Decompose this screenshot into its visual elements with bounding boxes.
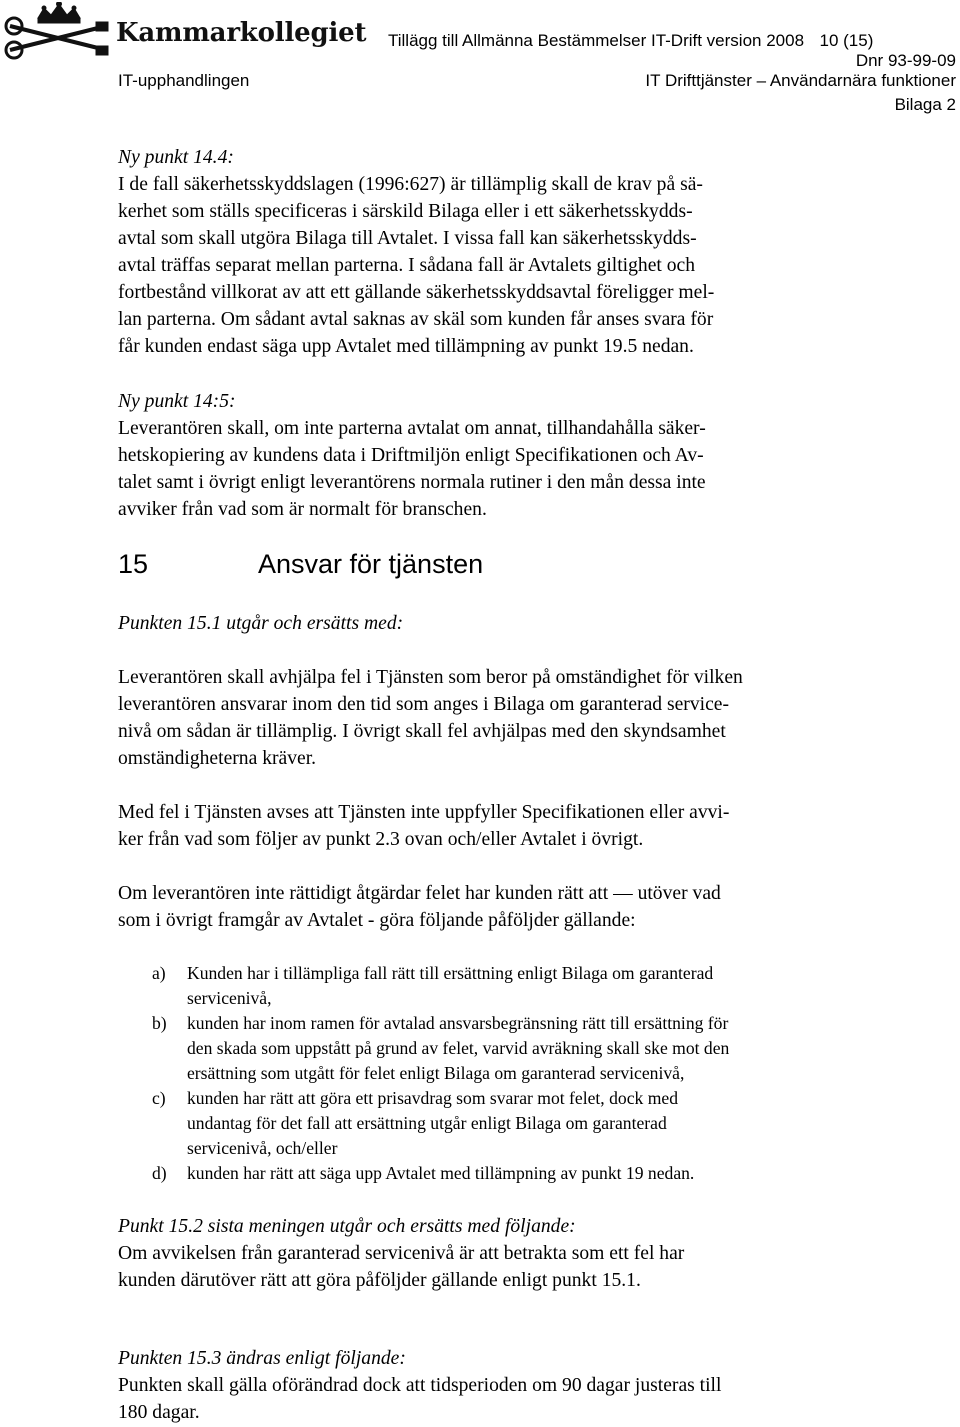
text-line: som i övrigt framgår av Avtalet - göra följande påföljder gällande:	[118, 910, 636, 931]
text-line: kunden därutöver rätt att göra påföljder gällande enligt punkt 15.1.	[118, 1270, 641, 1291]
text-line: kunden har rätt att göra ett prisavdrag som svarar mot felet, dock med	[187, 1088, 678, 1108]
text-line: omständigheterna kräver.	[118, 748, 317, 769]
text-line: ersättning som utgått för felet enligt Bilaga om garanterad servicenivå,	[187, 1063, 685, 1083]
section-14-4	[118, 144, 888, 360]
text-line: Leverantören skall, om inte parterna avtalat om annat, tillhandahålla säker-	[118, 418, 706, 439]
page-number: 10 (15)	[819, 31, 874, 50]
text-line: nivå om sådan är tillämplig. I övrigt skall fel avhjälpas med den skyndsamhet	[118, 721, 726, 742]
document-title	[388, 31, 873, 51]
logo-wordmark: Kammarkollegiet	[116, 18, 367, 48]
text-line: Kunden har i tillämpliga fall rätt till ersättning enligt Bilaga om garanterad	[187, 963, 714, 983]
text-line: undantag för det fall att ersättning utgår enligt Bilaga om garanterad	[187, 1113, 667, 1133]
list-item	[152, 1161, 892, 1186]
dnr-reference: Dnr 93-99-09	[855, 51, 956, 70]
service-area-label: IT Drifttjänster – Användarnära funktioner	[645, 71, 956, 90]
list-item-label: d)	[152, 1163, 167, 1183]
section-heading: Punkten 15.3 ändras enligt följande:	[118, 1348, 406, 1369]
text-line: Om leverantören inte rättidigt åtgärdar felet har kunden rätt att — utöver vad	[118, 883, 721, 904]
section-15-1-para-2	[118, 799, 888, 853]
text-line: lan parterna. Om sådant avtal saknas av skäl som kunden får anses svara för	[118, 309, 714, 330]
text-line: Med fel i Tjänsten avses att Tjänsten inte uppfyller Specifikationen eller avvi-	[118, 802, 730, 823]
section-14-5	[118, 388, 888, 523]
text-line: Om avvikelsen från garanterad servicenivå är att betrakta som ett fel har	[118, 1243, 685, 1264]
list-item-label: b)	[152, 1013, 167, 1033]
text-line: avtal som skall utgöra Bilaga till Avtalet. I vissa fall kan säkerhetsskydds-	[118, 228, 697, 249]
crown-keys-emblem-icon	[4, 2, 114, 62]
text-line: Leverantören skall avhjälpa fel i Tjänsten som beror på omständighet för vilken	[118, 667, 743, 688]
text-line: leverantören ansvarar inom den tid som anges i Bilaga om garanterad service-	[118, 694, 729, 715]
kammarkollegiet-logo	[4, 2, 367, 62]
section-15-1-heading	[118, 610, 888, 637]
text-line: avviker från vad som är normalt för branschen.	[118, 499, 487, 520]
text-line: servicenivå, och/eller	[187, 1138, 338, 1158]
text-line: får kunden endast säga upp Avtalet med tillämpning av punkt 19.5 nedan.	[118, 336, 694, 357]
chapter-heading-15	[118, 549, 483, 580]
section-15-3	[118, 1345, 888, 1426]
section-15-2	[118, 1213, 888, 1294]
list-item-label: a)	[152, 963, 166, 983]
text-line: fortbestånd villkorat av att ett gällande säkerhetsskyddsavtal föreligger mel-	[118, 282, 715, 303]
text-line: 180 dagar.	[118, 1402, 200, 1423]
text-line: servicenivå,	[187, 988, 272, 1008]
text-line: den skada som uppstått på grund av felet, varvid avräkning skall ske mot den	[187, 1038, 730, 1058]
document-title-text: Tillägg till Allmänna Bestämmelser IT-Drift version 2008	[388, 31, 805, 50]
text-line: avtal träffas separat mellan parterna. I sådana fall är Avtalets giltighet och	[118, 255, 696, 276]
chapter-title: Ansvar för tjänsten	[258, 549, 484, 579]
section-heading: Ny punkt 14.4:	[118, 147, 234, 168]
section-15-1-para-3	[118, 880, 888, 934]
list-item	[152, 961, 892, 1011]
text-line: kunden har inom ramen för avtalad ansvarsbegränsning rätt till ersättning för	[187, 1013, 729, 1033]
chapter-number: 15	[118, 549, 149, 579]
remedies-list	[152, 961, 892, 1186]
section-heading: Ny punkt 14:5:	[118, 391, 236, 412]
appendix-label: Bilaga 2	[894, 95, 956, 114]
department-label: IT-upphandlingen	[118, 71, 250, 90]
text-line: Punkten skall gälla oförändrad dock att tidsperioden om 90 dagar justeras till	[118, 1375, 722, 1396]
text-line: I de fall säkerhetsskyddslagen (1996:627) är tillämplig skall de krav på sä-	[118, 174, 703, 195]
text-line: hetskopiering av kundens data i Driftmiljön enligt Specifikationen och Av-	[118, 445, 704, 466]
list-item-label: c)	[152, 1088, 166, 1108]
list-item	[152, 1086, 892, 1161]
section-heading: Punkt 15.2 sista meningen utgår och ersätts med följande:	[118, 1216, 576, 1237]
list-item	[152, 1011, 892, 1086]
text-line: kunden har rätt att säga upp Avtalet med tillämpning av punkt 19 nedan.	[187, 1163, 695, 1183]
section-15-1-para-1	[118, 664, 888, 772]
text-line: talet samt i övrigt enligt leverantörens normala rutiner i den mån dessa inte	[118, 472, 706, 493]
text-line: ker från vad som följer av punkt 2.3 ovan och/eller Avtalet i övrigt.	[118, 829, 644, 850]
text-line: kerhet som ställs specificeras i särskild Bilaga eller i ett säkerhetsskydds-	[118, 201, 693, 222]
section-heading: Punkten 15.1 utgår och ersätts med:	[118, 613, 404, 634]
